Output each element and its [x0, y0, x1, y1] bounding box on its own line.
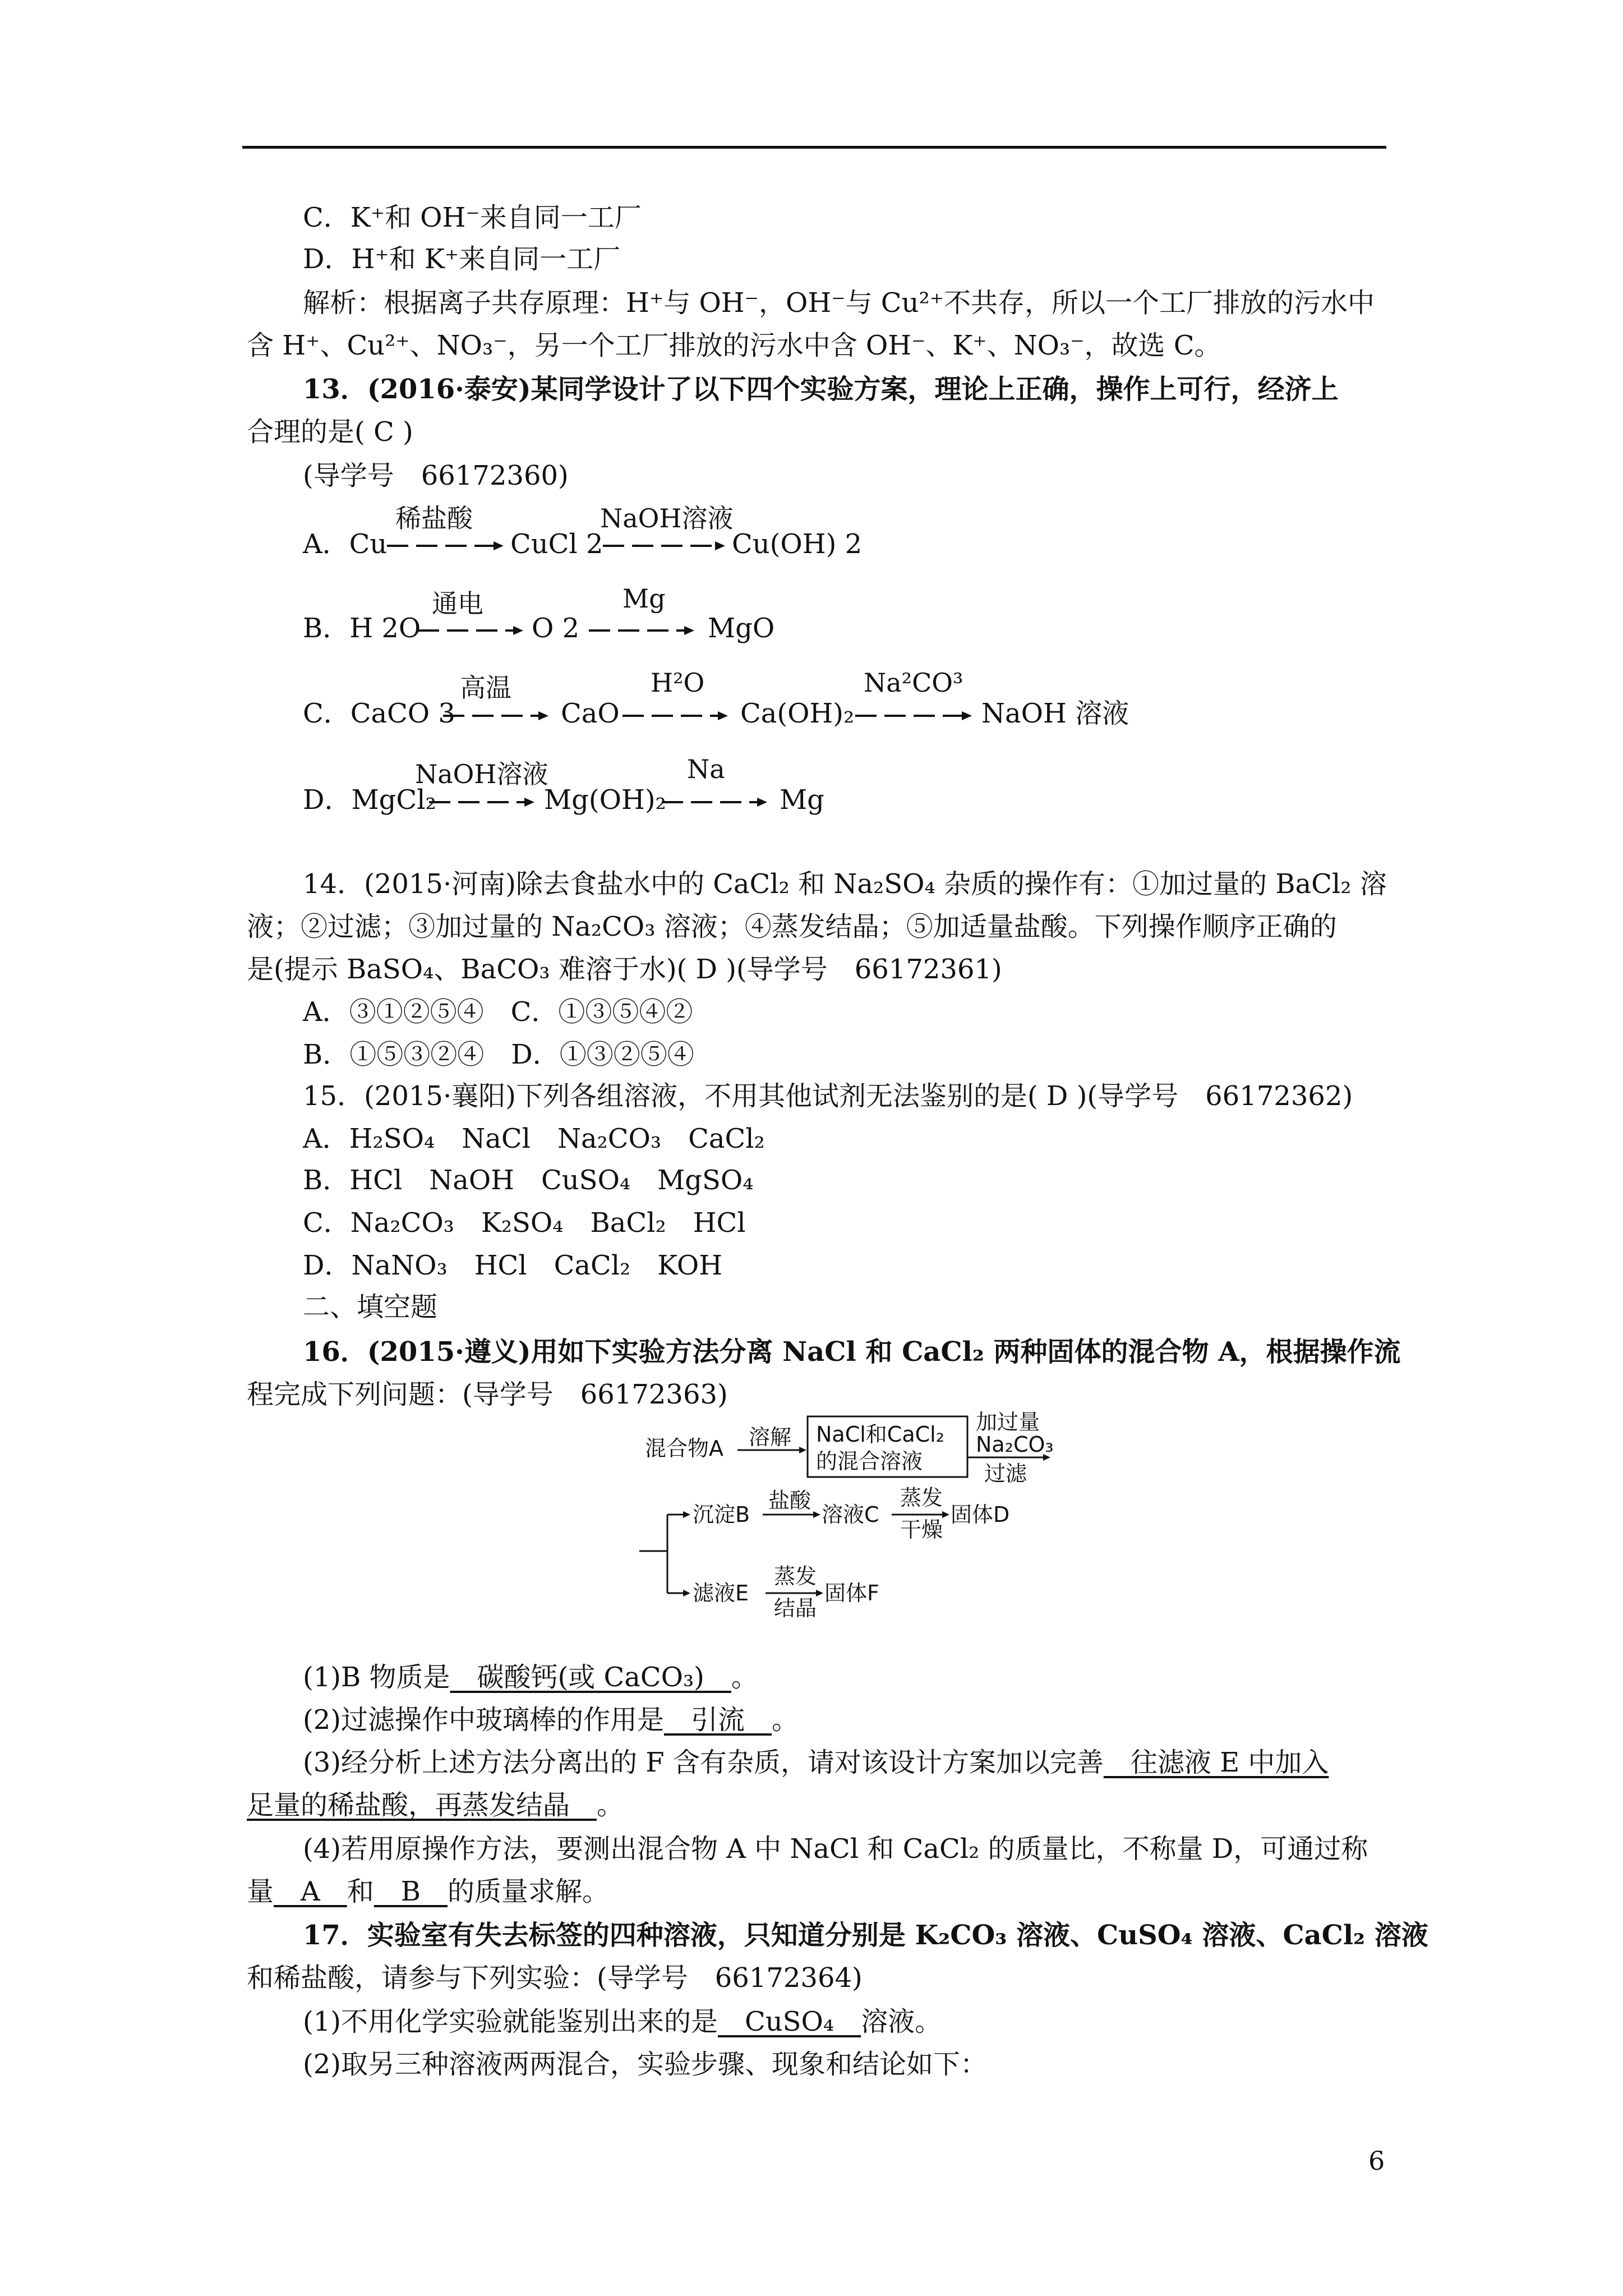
q17-stem-line-2: 和稀盐酸，请参与下列实验：(导学号 66172364)	[247, 1962, 863, 1994]
q13-c-arrow1	[443, 711, 550, 723]
q15-option-c: C．Na₂CO₃ K₂SO₄ BaCl₂ HCl	[303, 1207, 746, 1239]
q15-option-a: A．H₂SO₄ NaCl Na₂CO₃ CaCl₂	[303, 1123, 765, 1154]
q13-b-arrow2	[589, 626, 695, 637]
flow-evap-3: 蒸发	[774, 1564, 817, 1589]
q13-a-arrow2-label: NaOH溶液	[600, 503, 734, 533]
q13-option-a-label: A．Cu	[303, 528, 388, 560]
flow-solution-c: 溶液C	[822, 1502, 879, 1527]
q16-part-4-line-2	[247, 1875, 609, 1908]
q13-option-d-label: D．MgCl₂	[303, 784, 436, 816]
q13-b-end: MgO	[708, 613, 775, 644]
q16-p3-prefix: (3)经分析上述方法分离出的 F 含有杂质，请对该设计方案加以完善	[303, 1747, 1104, 1778]
q12-option-c: C．K⁺和 OH⁻来自同一工厂	[303, 202, 642, 233]
q14-stem-line-3: 是(提示 BaSO₄、BaCO₃ 难溶于水)( D )(导学号 66172361)	[247, 954, 1002, 985]
q13-d-arrow1-label: NaOH溶液	[415, 759, 548, 789]
q13-c-arrow3	[855, 711, 973, 723]
flow-solid-d: 固体D	[951, 1502, 1010, 1527]
flow-evap-4: 结晶	[774, 1596, 817, 1621]
flow-acid: 盐酸	[768, 1488, 811, 1513]
flow-evap-2: 干燥	[900, 1517, 943, 1542]
q13-c-mid: CaO	[561, 698, 620, 729]
q13-a-mid: CuCl 2	[510, 528, 603, 560]
section-heading: 二、填空题	[303, 1291, 438, 1323]
q13-d-arrow2	[662, 798, 768, 809]
header-rule	[242, 146, 1386, 149]
flow-precipitate-b: 沉淀B	[693, 1502, 750, 1527]
q17-p1-suffix: 溶液。	[861, 2006, 942, 2037]
q15-stem: 15．(2015·襄阳)下列各组溶液，不用其他试剂无法鉴别的是( D )(导学号 66172362)	[303, 1080, 1353, 1112]
q13-a-arrow2	[603, 541, 726, 553]
flow-box-line-2: 的混合溶液	[816, 1449, 923, 1474]
q13-stem-line-2: 合理的是( C )	[247, 416, 413, 448]
q12-analysis-line-2: 含 H⁺、Cu²⁺、NO₃⁻，另一个工厂排放的污水中含 OH⁻、K⁺、NO₃⁻，故选 C。	[247, 330, 1221, 361]
q13-c-arrow2	[623, 711, 729, 723]
flow-evap-1: 蒸发	[900, 1485, 943, 1510]
q13-b-arrow1-label: 通电	[432, 588, 483, 619]
flow-filtrate-e: 滤液E	[693, 1581, 749, 1605]
q16-p1-answer: 碳酸钙(或 CaCO₃)	[450, 1662, 731, 1693]
q16-p2-suffix: 。	[772, 1704, 799, 1736]
q13-b-arrow2-label: Mg	[623, 583, 666, 614]
q13-b-arrow1	[418, 626, 524, 637]
q17-p1-answer: CuSO₄	[718, 2006, 861, 2037]
q16-p4-answer-b: B	[374, 1876, 448, 1907]
q13-c-mid2: Ca(OH)₂	[740, 698, 855, 729]
q14-stem-line-1: 14．(2015·河南)除去食盐水中的 CaCl₂ 和 Na₂SO₄ 杂质的操作有：①加过量的 BaCl₂ 溶	[303, 868, 1387, 900]
q16-p4-prefix: 量	[247, 1876, 274, 1907]
q16-p2-answer: 引流	[664, 1704, 772, 1736]
q16-p2-prefix: (2)过滤操作中玻璃棒的作用是	[303, 1704, 664, 1736]
q17-p1-prefix: (1)不用化学实验就能鉴别出来的是	[303, 2006, 718, 2037]
q13-a-arrow1	[387, 541, 505, 553]
flow-step-dissolve: 溶解	[749, 1425, 792, 1450]
q16-stem-line-2: 程完成下列问题：(导学号 66172363)	[247, 1379, 728, 1410]
q17-part-1	[303, 2005, 942, 2039]
q15-option-d: D．NaNO₃ HCl CaCl₂ KOH	[303, 1250, 723, 1281]
q16-part-1	[303, 1660, 758, 1694]
flow-box-line-1: NaCl和CaCl₂	[816, 1422, 944, 1447]
q13-c-arrow2-label: H²O	[651, 668, 705, 698]
q13-d-mid: Mg(OH)₂	[544, 784, 666, 816]
q13-c-arrow3-label: Na²CO³	[864, 668, 963, 698]
q12-option-d: D．H⁺和 K⁺来自同一工厂	[303, 243, 621, 275]
q16-part-2	[303, 1703, 799, 1737]
q16-p3-suffix: 。	[597, 1789, 624, 1821]
q16-p4-answer-a: A	[274, 1876, 347, 1907]
q17-stem-line-1: 17．实验室有失去标签的四种溶液，只知道分别是 K₂CO₃ 溶液、CuSO₄ 溶液、CaCl₂ 溶液	[303, 1920, 1428, 1951]
q13-a-end: Cu(OH) 2	[732, 528, 863, 560]
q16-part-3-line-1	[303, 1746, 1329, 1779]
q16-part-3-line-2	[247, 1788, 624, 1822]
q13-c-end: NaOH 溶液	[981, 698, 1129, 729]
q13-option-c-label: C．CaCO 3	[303, 698, 455, 729]
q13-stem-line-1: 13．(2016·泰安)某同学设计了以下四个实验方案，理论上正确，操作上可行，经济上	[303, 374, 1339, 405]
q14-options-row-2: B．①⑤③②④ D．①③②⑤④	[303, 1039, 694, 1070]
q13-option-b-label: B．H 2O	[303, 613, 421, 644]
q13-a-arrow1-label: 稀盐酸	[395, 503, 473, 533]
q16-part-4-line-1: (4)若用原操作方法，要测出混合物 A 中 NaCl 和 CaCl₂ 的质量比，不称量 D，可通过称	[303, 1833, 1368, 1865]
flow-reagent-2: Na₂CO₃	[976, 1432, 1054, 1457]
q13-d-arrow1	[429, 798, 536, 809]
separation-flow-diagram	[628, 1402, 1054, 1638]
q17-part-2: (2)取另三种溶液两两混合，实验步骤、现象和结论如下：	[303, 2049, 987, 2080]
flow-reagent-1: 加过量	[976, 1410, 1040, 1434]
page-number: 6	[1368, 2146, 1385, 2176]
flow-solid-f: 固体F	[824, 1581, 879, 1605]
q13-d-arrow2-label: Na	[687, 754, 725, 784]
q16-p3-answer-1: 往滤液 E 中加入	[1103, 1747, 1329, 1778]
q13-d-end: Mg	[780, 784, 824, 816]
q15-option-b: B．HCl NaOH CuSO₄ MgSO₄	[303, 1165, 754, 1196]
q16-stem-line-1: 16．(2015·遵义)用如下实验方法分离 NaCl 和 CaCl₂ 两种固体的混合物 A，根据操作流	[303, 1336, 1401, 1368]
q16-p4-suffix: 的质量求解。	[447, 1876, 609, 1907]
q14-options-row-1: A．③①②⑤④ C．①③⑤④②	[303, 996, 693, 1028]
q14-stem-line-2: 液；②过滤；③加过量的 Na₂CO₃ 溶液；④蒸发结晶；⑤加适量盐酸。下列操作顺序正确的	[247, 911, 1337, 942]
q16-p4-mid: 和	[347, 1876, 374, 1907]
q16-p3-answer-2: 足量的稀盐酸，再蒸发结晶	[247, 1789, 597, 1821]
flow-start: 混合物A	[645, 1436, 723, 1461]
q13-b-mid: O 2	[532, 613, 580, 644]
q12-analysis-line-1: 解析：根据离子共存原理：H⁺与 OH⁻，OH⁻与 Cu²⁺不共存，所以一个工厂排放的污水中	[303, 287, 1375, 319]
q13-c-arrow1-label: 高温	[460, 673, 511, 703]
q16-p1-prefix: (1)B 物质是	[303, 1662, 450, 1693]
q16-p1-suffix: 。	[731, 1662, 758, 1693]
flow-reagent-3: 过滤	[984, 1461, 1027, 1486]
q13-guide-number: (导学号 66172360)	[303, 460, 569, 491]
